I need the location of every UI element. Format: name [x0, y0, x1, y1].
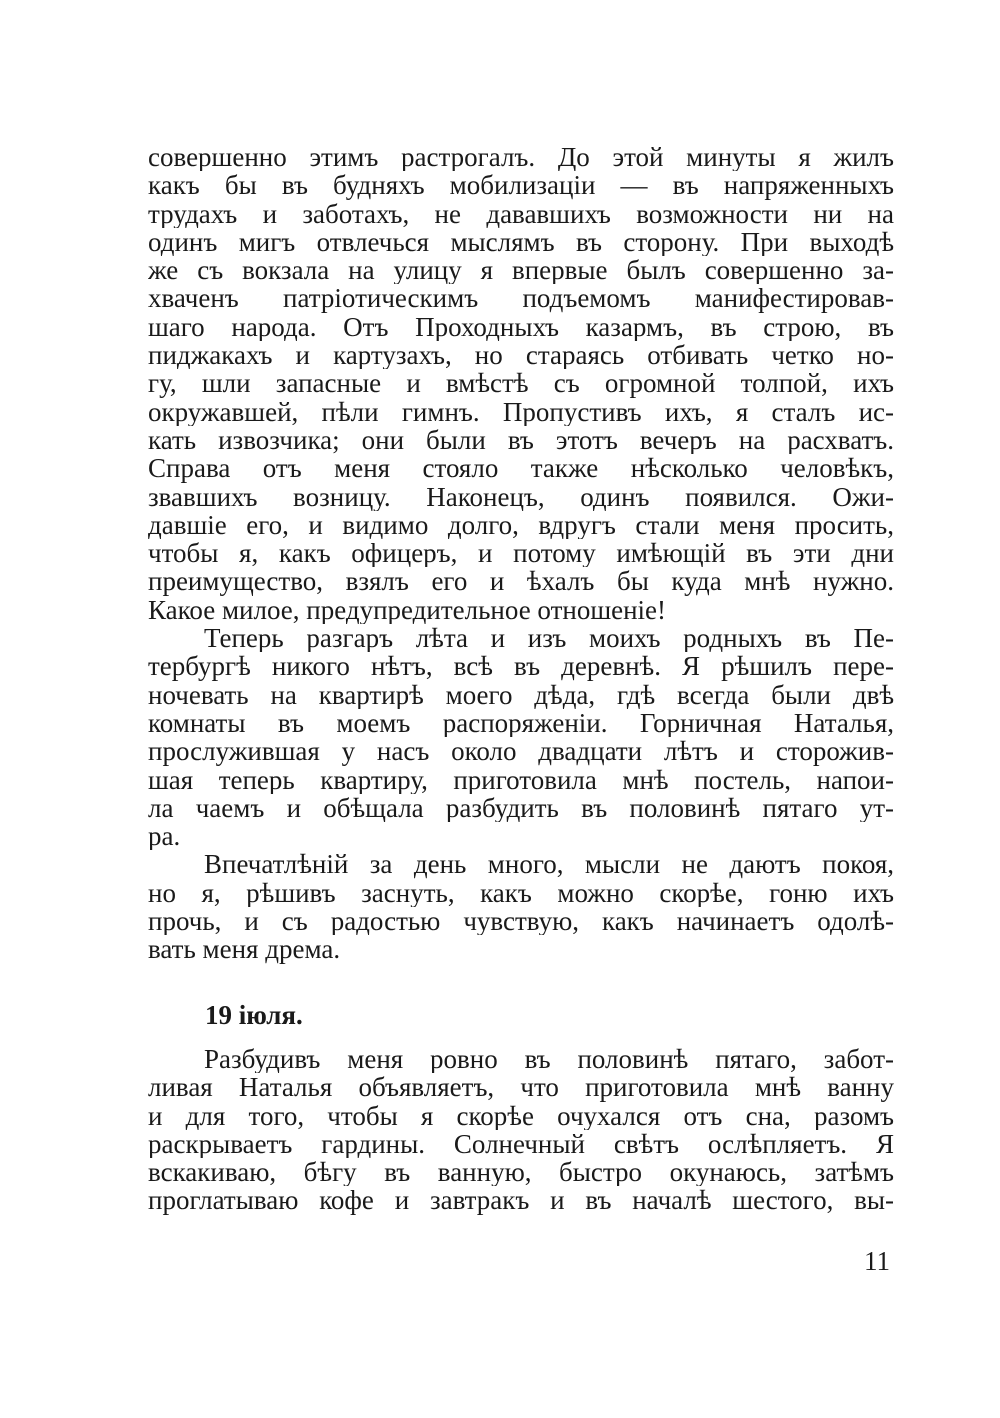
text-line: прочь, и съ радостью чувствую, какъ начинаетъ одолѣ-: [148, 907, 894, 936]
text-line: одинъ мигъ отвлечься мыслямъ въ сторону. При выходѣ: [148, 227, 894, 257]
text-line: комнаты въ моемъ распоряженіи. Горничная Наталья,: [148, 708, 894, 738]
text-line: преимущество, взялъ его и ѣхалъ бы куда мнѣ нужно.: [148, 567, 894, 596]
text-line: ливая Наталья объявляетъ, что приготовила мнѣ ванну: [148, 1073, 894, 1102]
text-line: окружавшей, пѣли гимнъ. Пропустивъ ихъ, я сталъ ис-: [148, 397, 894, 426]
text-line: гу, шли запасные и вмѣстѣ съ огромной толпой, ихъ: [148, 369, 894, 398]
text-line: Какое милое, предупредительное отношеніе!: [148, 595, 667, 625]
text-line: давшіе его, и видимо долго, вдругъ стали меня просить,: [148, 510, 894, 540]
text-line: совершенно этимъ растрогалъ. До этой минуты я жилъ: [148, 143, 894, 172]
text-line: Справа отъ меня стояло также нѣсколько человѣкъ,: [148, 454, 894, 483]
text-line: трудахъ и заботахъ, не дававшихъ возможности ни на: [148, 199, 894, 228]
text-line: ра.: [148, 822, 181, 851]
text-line: же съ вокзала на улицу я впервые былъ совершенно за-: [148, 256, 894, 285]
text-block-after-heading: [148, 1045, 894, 1215]
text-line: вать меня дрема.: [148, 935, 341, 964]
text-line: вскакиваю, бѣгу въ ванную, быстро окунаюсь, затѣмъ: [148, 1158, 894, 1187]
text-line: ла чаемъ и обѣщала разбудить въ половинѣ пятаго ут-: [148, 793, 894, 823]
text-block-before-heading: [148, 143, 894, 964]
text-line: Впечатлѣній за день много, мысли не даютъ покоя,: [204, 850, 894, 879]
text-line: шаго народа. Отъ Проходныхъ казармъ, въ строю, въ: [148, 312, 894, 342]
text-line: раскрываетъ гардины. Солнечный свѣтъ ослѣпляетъ. Я: [148, 1129, 894, 1159]
text-line: звавшихъ возницу. Наконецъ, одинъ появился. Ожи-: [148, 482, 894, 511]
text-line: чтобы я, какъ офицеръ, и потому имѣющій въ эти дни: [148, 539, 894, 568]
text-line: какъ бы въ будняхъ мобилизаціи — въ напряженныхъ: [148, 171, 894, 200]
text-line: Теперь разгаръ лѣта и изъ моихъ родныхъ въ Пе-: [204, 624, 894, 653]
text-line: прослужившая у насъ около двадцати лѣтъ и сторожив-: [148, 737, 894, 766]
diary-date-heading: 19 іюля.: [205, 1000, 303, 1030]
text-line: пиджакахъ и картузахъ, но стараясь отбивать четко но-: [148, 341, 894, 370]
text-line: ночевать на квартирѣ моего дѣда, гдѣ всегда были двѣ: [148, 680, 894, 709]
text-line: и для того, чтобы я скорѣе очухался отъ сна, разомъ: [148, 1101, 894, 1130]
text-line: хваченъ патріотическимъ подъемомъ манифестировав-: [148, 284, 894, 313]
text-line: кать извозчика; они были въ этотъ вечеръ на расхватъ.: [148, 425, 894, 455]
text-line: но я, рѣшивъ заснуть, какъ можно скорѣе, гоню ихъ: [148, 878, 894, 908]
text-line: тербургѣ никого нѣтъ, всѣ въ деревнѣ. Я рѣшилъ пере-: [148, 652, 894, 681]
text-line: проглатываю кофе и завтракъ и въ началѣ шестого, вы-: [148, 1186, 894, 1215]
page-number: 11: [864, 1246, 890, 1276]
text-line: Разбудивъ меня ровно въ половинѣ пятаго, забот-: [204, 1045, 894, 1074]
text-line: шая теперь квартиру, приготовила мнѣ постель, напои-: [148, 765, 894, 794]
